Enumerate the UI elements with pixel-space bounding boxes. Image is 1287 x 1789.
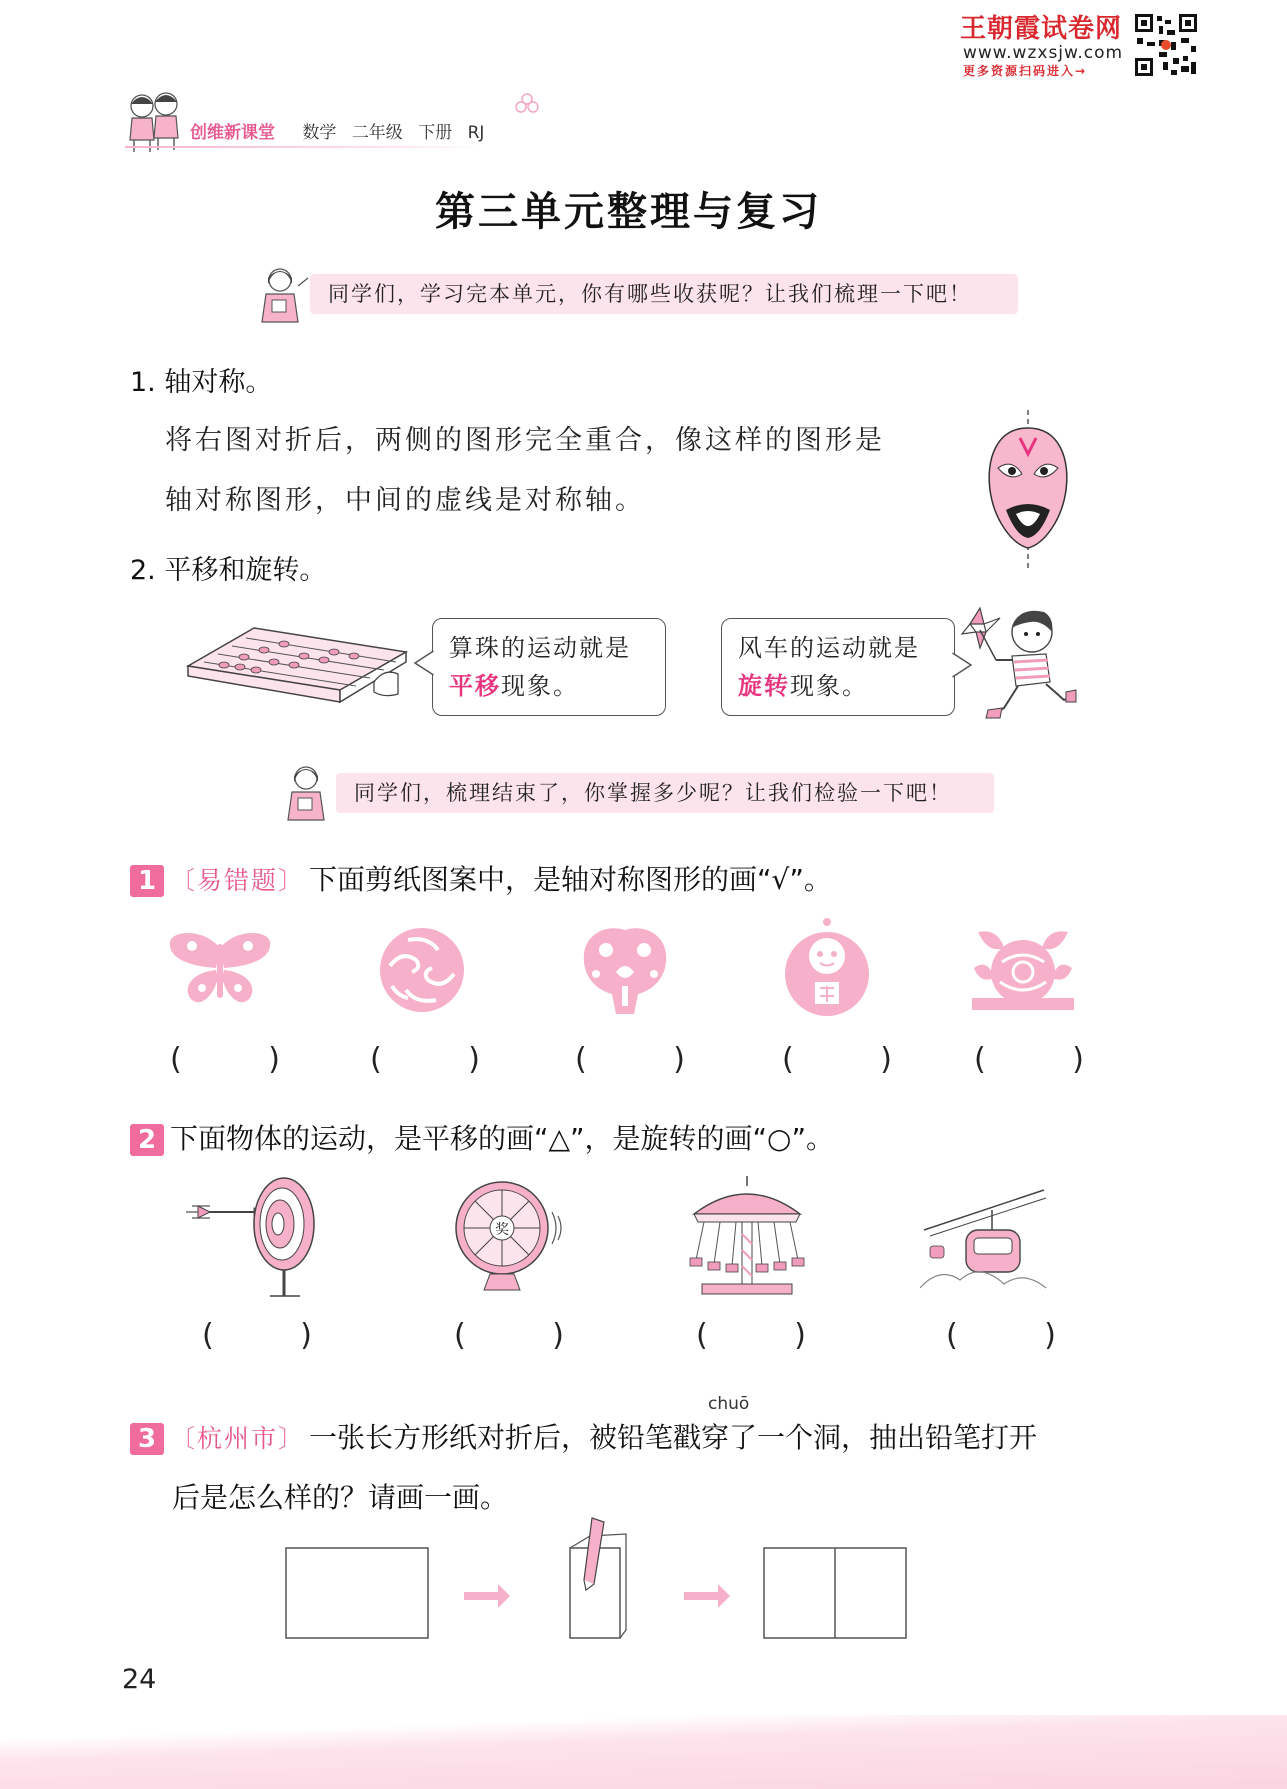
footer-band	[0, 1715, 1287, 1789]
cable-car-icon	[920, 1184, 1048, 1290]
section1-heading: 1. 轴对称。	[130, 367, 273, 398]
section1-line2: 轴对称图形，中间的虚线是对称轴。	[165, 485, 645, 516]
dart-target-icon	[184, 1172, 334, 1300]
question1-tag: 〔易错题〕	[170, 866, 306, 895]
book-info	[302, 123, 494, 143]
question3-text: 一张长方形纸对折后，被铅笔戳穿了一个洞，抽出铅笔打开	[309, 1421, 1038, 1454]
q1-answer-3[interactable]: ( )	[575, 1042, 685, 1077]
bubble2-line2: 旋转现象。	[738, 672, 868, 700]
teacher-icon	[254, 264, 312, 326]
edition: RJ	[467, 123, 485, 143]
subject: 数学	[302, 123, 337, 143]
question1	[130, 858, 832, 898]
abacus-icon	[184, 622, 414, 712]
q2-answer-4[interactable]: ( )	[946, 1318, 1056, 1353]
double-figure-papercut-icon	[576, 920, 674, 1018]
question1-text: 下面剪纸图案中，是轴对称图形的画“√”。	[309, 863, 832, 896]
bubble2-line1: 风车的运动就是	[738, 634, 920, 662]
question2-number: 2	[130, 1124, 164, 1156]
bubble1-line2: 平移现象。	[449, 672, 579, 700]
site-name: 王朝霞试卷网	[960, 14, 1123, 44]
question3	[130, 1416, 1037, 1456]
pinyin-chuo: chuō	[708, 1394, 750, 1414]
prize-wheel-icon	[440, 1178, 566, 1296]
speech-bubble-rotation	[721, 618, 955, 716]
teacher-icon-2	[280, 762, 338, 824]
swirl-papercut-icon	[378, 926, 466, 1014]
section1-line1: 将右图对折后，两侧的图形完全重合，像这样的图形是	[165, 425, 885, 456]
q1-answer-5[interactable]: ( )	[974, 1042, 1084, 1077]
grade: 二年级	[351, 123, 403, 143]
q1-answer-1[interactable]: ( )	[170, 1042, 280, 1077]
keyword-rotation: 旋转	[738, 672, 790, 700]
keyword-translation: 平移	[449, 672, 501, 700]
page-title: 第三单元整理与复习	[435, 189, 822, 235]
boy-with-pinwheel-icon	[960, 604, 1078, 726]
bubble1-tail	[414, 650, 434, 676]
butterfly-papercut-icon	[168, 928, 272, 1010]
q2-answer-3[interactable]: ( )	[696, 1318, 806, 1353]
paper-fold-diagram	[280, 1514, 920, 1644]
intro-banner-bottom: 同学们，梳理结束了，你掌握多少呢？让我们检验一下吧！	[336, 773, 994, 813]
term: 下册	[418, 123, 453, 143]
svg-text:奖: 奖	[495, 1222, 509, 1238]
paper-unfolded	[286, 1548, 428, 1638]
question3-text-continued: 后是怎么样的？请画一画。	[172, 1481, 509, 1514]
carousel-icon	[684, 1174, 810, 1298]
arrow-right-icon	[464, 1584, 510, 1608]
flower-deco-icon	[514, 92, 540, 118]
site-url[interactable]: www.wzxsjw.com	[963, 43, 1124, 63]
arrow-right-icon-2	[684, 1584, 730, 1608]
question1-number: 1	[130, 865, 164, 897]
site-note: 更多资源扫码进入→	[963, 64, 1088, 78]
brand-name: 创维新课堂	[190, 123, 275, 143]
q1-answer-2[interactable]: ( )	[370, 1042, 480, 1077]
q1-answer-4[interactable]: ( )	[782, 1042, 892, 1077]
lucky-doll-papercut-icon	[780, 916, 874, 1018]
question2-text: 下面物体的运动，是平移的画“△”，是旋转的画“○”。	[170, 1122, 834, 1155]
speech-bubble-translation	[432, 618, 666, 716]
q2-answer-2[interactable]: ( )	[454, 1318, 564, 1353]
brand-line	[190, 118, 494, 143]
question3-tag: 〔杭州市〕	[170, 1424, 306, 1453]
bubble1-line1: 算珠的运动就是	[449, 634, 631, 662]
section2-heading: 2. 平移和旋转。	[130, 555, 327, 586]
question3-number: 3	[130, 1423, 164, 1455]
qr-code-icon[interactable]	[1133, 12, 1199, 78]
flower-papercut-icon	[968, 928, 1078, 1014]
header-rule	[125, 146, 485, 148]
page-number: 24	[122, 1664, 157, 1695]
q2-answer-1[interactable]: ( )	[202, 1318, 312, 1353]
intro-banner-top: 同学们，学习完本单元，你有哪些收获呢？让我们梳理一下吧！	[310, 274, 1018, 314]
question2	[130, 1117, 834, 1157]
opera-mask-icon	[976, 410, 1080, 568]
